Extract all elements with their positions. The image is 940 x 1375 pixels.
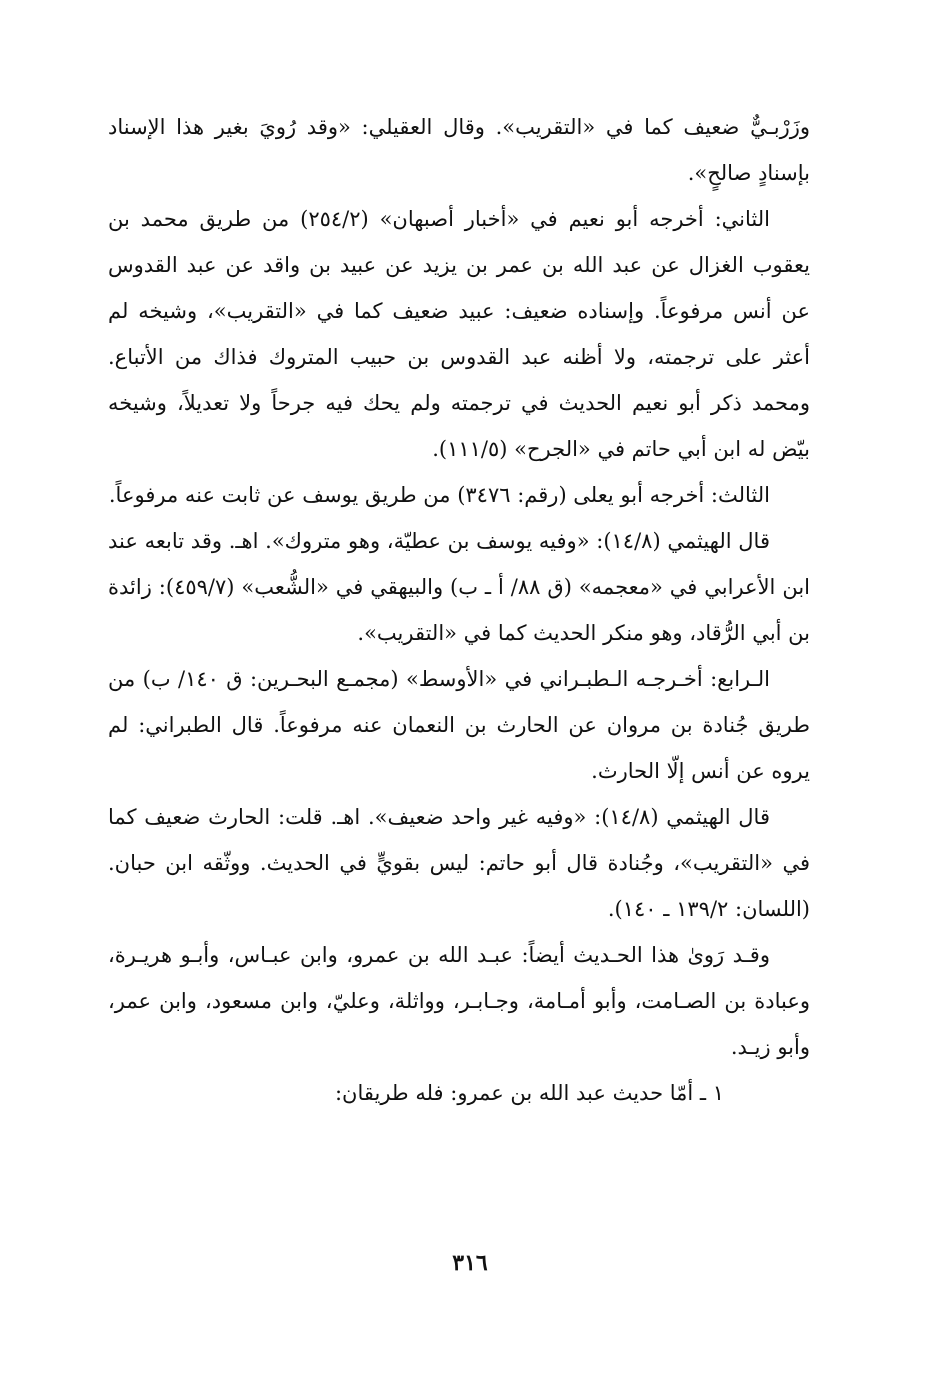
paragraph-third-route: الثالث: أخرجه أبو يعلى (رقم: ٣٤٧٦) من طريق يوسف عن ثابت عنه مرفوعاً. — [108, 483, 770, 507]
paragraph-haythami-note-2: قال الهيثمي (١٤/٨): «وفيه غير واحد ضعيف». اهـ. قلت: الحارث ضعيف كما في «التقريب»، وجُنادة قال أبو حاتم: ليس بقويٍّ في الحديث. ووثّقه ابن حبان. (اللسان: ١٣٩/٢ ـ ١٤٠). — [108, 805, 810, 921]
paragraph-fourth-route: الـرابع: أخـرجـه الـطبـراني في «الأوسط» (مجمـع البحـرين: ق ١٤٠/ ب) من طريق جُنادة بن مروان عن الحارث بن النعمان عنه مرفوعاً. قال الطبراني: لم يروه عن أنس إلّا الحارث. — [108, 667, 810, 783]
page-body — [108, 104, 810, 1116]
paragraph-other-narrators: وقـد رَوىٰ هذا الحـديث أيضاً: عبـد الله بن عمرو، وابن عبـاس، وأبـو هريـرة، وعبادة بن الصـامت، وأبو أمـامة، وجـابـر، وواثلة، وعليّ، وابن مسعود، وابن عمر، وأبو زيـد. — [108, 943, 810, 1059]
paragraph-section-heading: ١ ـ أمّا حديث عبد الله بن عمرو: فله طريقان: — [334, 1081, 724, 1105]
page-number: ٣١٦ — [452, 1250, 488, 1276]
paragraph-continuation: وزَرْبـيٌّ ضعيف كما في «التقريب». وقال العقيلي: «وقد رُويَ بغير هذا الإسناد بإسنادٍ صالحٍ». — [108, 115, 810, 185]
paragraph-second-route: الثاني: أخرجه أبو نعيم في «أخبار أصبهان» (٢٥٤/٢) من طريق محمد بن يعقوب الغزال عن عبد الله بن عمر بن يزيد عن عبيد بن واقد عن عبد القدوس عن أنس مرفوعاً. وإسناده ضعيف: عبيد ضعيف كما في «التقريب»، وشيخه لم أعثر على ترجمته، ولا أظنه عبد القدوس بن حبيب المتروك فذاك من الأتباع. ومحمد ذكر أبو نعيم الحديث في ترجمته ولم يحك فيه جرحاً ولا تعديلاً، وشيخه بيّض له ابن أبي حاتم في «الجرح» (١١١/٥). — [108, 207, 810, 461]
paragraph-haythami-note-1: قال الهيثمي (١٤/٨): «وفيه يوسف بن عطيّة، وهو متروك». اهـ. وقد تابعه عند ابن الأعرابي في «معجمه» (ق ٨٨/ أ ـ ب) والبيهقي في «الشُّعب» (٤٥٩/٧): زائدة بن أبي الرُّقاد، وهو منكر الحديث كما في «التقريب». — [108, 529, 810, 645]
